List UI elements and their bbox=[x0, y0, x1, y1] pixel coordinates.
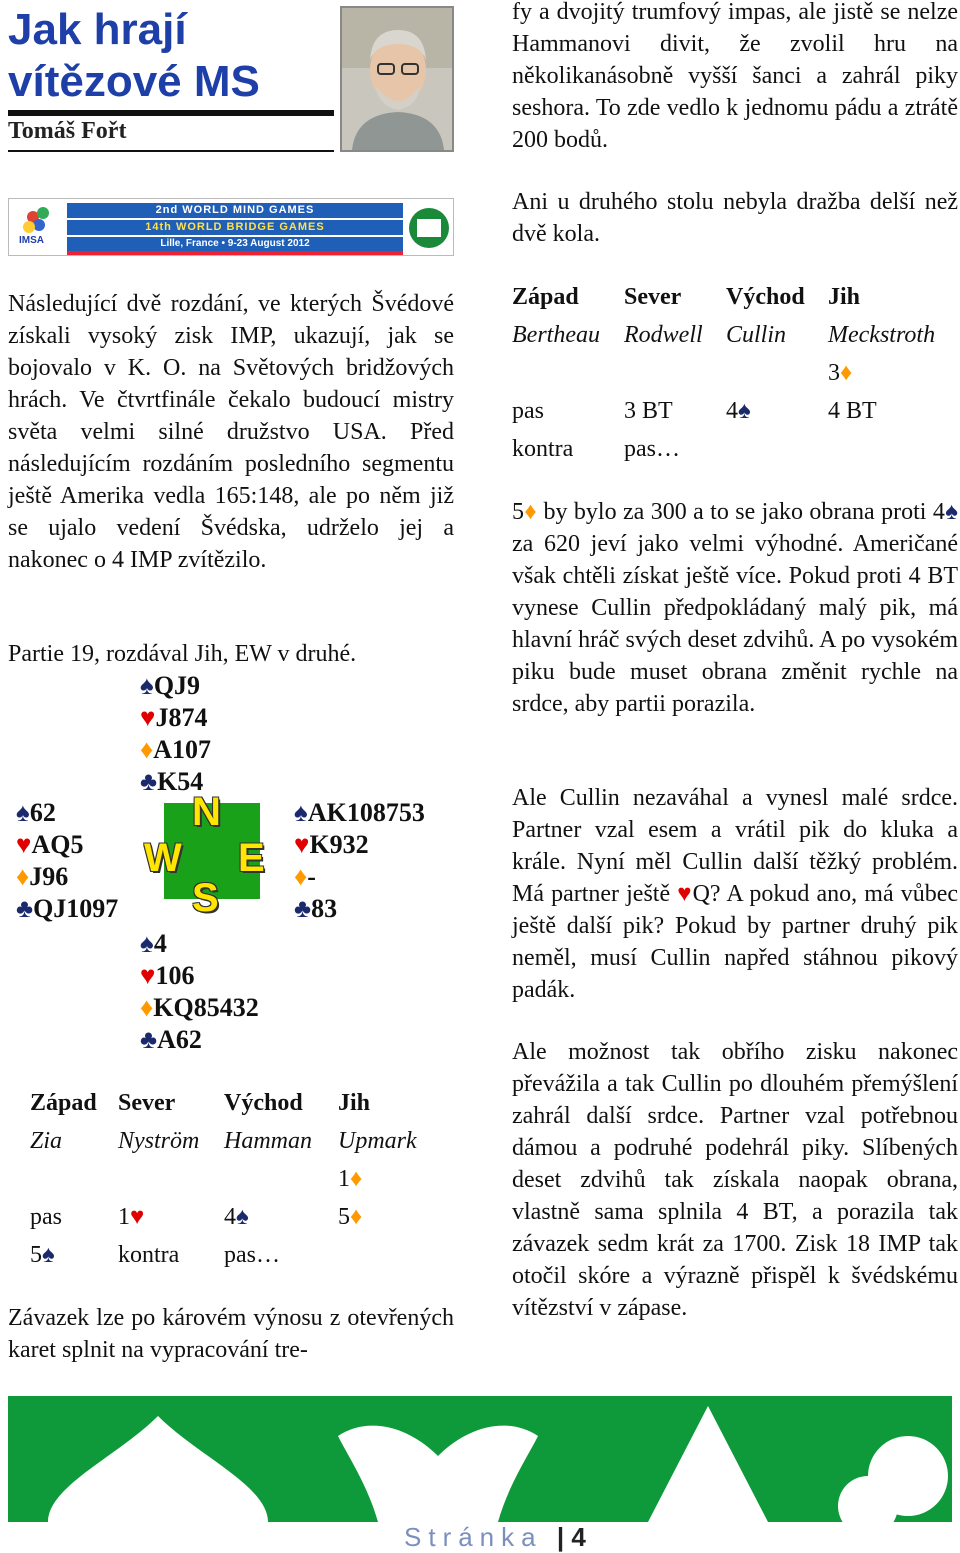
event-banner bbox=[8, 198, 454, 256]
auction-header-row bbox=[30, 1084, 427, 1122]
west-hearts: ♥AQ5 bbox=[16, 830, 84, 859]
bid-cell: 5♦ bbox=[338, 1204, 363, 1230]
auction-bid-row bbox=[30, 1198, 427, 1236]
right-paragraph-2: Ani u druhého stolu nebyla dražba delší než dvě kola. bbox=[512, 189, 958, 247]
heart-icon: ♥ bbox=[16, 830, 32, 859]
compass-east: E bbox=[238, 836, 265, 880]
auction-players-row bbox=[512, 316, 945, 354]
header-south: Jih bbox=[828, 284, 861, 310]
south-hand bbox=[140, 928, 259, 1056]
header-east: Východ bbox=[726, 284, 805, 310]
auction-bid-row bbox=[512, 354, 945, 392]
bid-cell: 4♠ bbox=[726, 398, 751, 424]
north-hand bbox=[140, 670, 211, 798]
spade-icon: ♠ bbox=[236, 1204, 249, 1230]
compass-south: S bbox=[192, 876, 219, 920]
right-paragraph-4: Ale Cullin nezaváhal a vynesl malé srdce. Partner vzal esem a vrátil pik do kluka a krále. Nyní měl Cullin další těžký problém. Má partner ještě ♥Q? A pokud ano, má vůbec ještě další pik? Pokud by partner druhý pik neměl, musí Cullin napřed stáhnou pikový padák. bbox=[512, 785, 959, 1003]
south-clubs: ♣A62 bbox=[140, 1025, 202, 1054]
header-south: Jih bbox=[338, 1090, 371, 1116]
east-diamonds: ♦- bbox=[294, 862, 316, 891]
south-spades: ♠4 bbox=[140, 929, 167, 958]
club-icon: ♣ bbox=[140, 767, 158, 796]
bid-cell: 1♦ bbox=[338, 1166, 363, 1192]
deal-caption: Partie 19, rozdával Jih, EW v druhé. bbox=[8, 641, 357, 667]
bid-cell: kontra bbox=[118, 1242, 180, 1268]
bid-cell: pas… bbox=[624, 436, 680, 462]
header-north: Sever bbox=[624, 284, 682, 310]
club-icon: ♣ bbox=[140, 1025, 158, 1054]
title-rule-thin bbox=[8, 150, 334, 152]
author-photo bbox=[340, 6, 454, 152]
heart-icon: ♥ bbox=[140, 961, 156, 990]
bid-cell: kontra bbox=[512, 436, 574, 462]
diamond-icon: ♦ bbox=[140, 993, 154, 1022]
header-north: Sever bbox=[118, 1090, 176, 1116]
diamond-icon: ♦ bbox=[140, 735, 154, 764]
diamond-icon: ♦ bbox=[840, 360, 853, 386]
bid-cell: 1♥ bbox=[118, 1204, 145, 1230]
header-west: Západ bbox=[512, 284, 579, 310]
banner-line-2: 14th WORLD BRIDGE GAMES bbox=[145, 221, 325, 233]
page-label: Stránka bbox=[404, 1522, 543, 1552]
diamond-icon: ♦ bbox=[294, 862, 308, 891]
spade-icon: ♠ bbox=[944, 499, 959, 525]
right-paragraph-3: 5♦ by bylo za 300 a to se jako obrana proti 4♠ za 620 jeví jako velmi výhodné. Američané však chtěli získat ještě více. Pokud proti 4 BT vynese Cullin předpokládaný malý pik, má hlavní hráč svých deset zdvihů. A po vysokém piku bude muset obrana změnit rychle na srdce, aby partii porazila. bbox=[512, 499, 959, 717]
south-hearts: ♥106 bbox=[140, 961, 195, 990]
west-spades: ♠62 bbox=[16, 798, 56, 827]
north-hearts: ♥J874 bbox=[140, 703, 208, 732]
spade-icon: ♠ bbox=[16, 798, 30, 827]
auction-header-row bbox=[512, 278, 945, 316]
east-hearts: ♥K932 bbox=[294, 830, 369, 859]
bid-cell: 4 BT bbox=[828, 398, 877, 424]
footer-suits-band bbox=[8, 1396, 952, 1522]
article-title bbox=[8, 4, 260, 108]
player-north: Nyström bbox=[118, 1128, 200, 1154]
north-spades: ♠QJ9 bbox=[140, 671, 201, 700]
page-number-value: | 4 bbox=[556, 1522, 586, 1552]
title-rule-thick bbox=[8, 110, 334, 116]
club-icon: ♣ bbox=[16, 894, 34, 923]
east-clubs: ♣83 bbox=[294, 894, 338, 923]
auction-bid-row bbox=[30, 1236, 427, 1274]
spade-icon: ♠ bbox=[738, 398, 751, 424]
bid-cell: pas bbox=[30, 1204, 62, 1230]
title-line-2: vítězové MS bbox=[8, 57, 260, 106]
diamond-icon: ♦ bbox=[16, 862, 30, 891]
bid-cell: pas bbox=[512, 398, 544, 424]
bid-cell: 4♠ bbox=[224, 1204, 249, 1230]
bid-cell: pas… bbox=[224, 1242, 280, 1268]
auction-table-2 bbox=[512, 278, 945, 468]
player-east: Hamman bbox=[224, 1128, 312, 1154]
heart-icon: ♥ bbox=[677, 881, 693, 907]
page-number bbox=[404, 1522, 586, 1553]
bid-cell: 5♠ bbox=[30, 1242, 55, 1268]
intro-paragraph: Následující dvě rozdání, ve kterých Švédové získali vysoký zisk IMP, ukazují, jak se bojovalo v K. O. na Světových bridžových hrách. Ve čtvrtfinále čekalo budoucí mistry světa velmi silné družstvo USA. Před následujícím rozdáním posledního segmentu ještě Amerika vedla 165:148, ale po něm již se ujalo vedení Švédska, udrželo jej a nakonec o 4 IMP zvítězilo. bbox=[8, 291, 454, 573]
club-icon: ♣ bbox=[294, 894, 312, 923]
player-south: Meckstroth bbox=[828, 322, 936, 348]
title-line-1: Jak hrají bbox=[8, 5, 187, 54]
west-diamonds: ♦J96 bbox=[16, 862, 69, 891]
diamond-icon: ♦ bbox=[524, 499, 538, 525]
left-bottom-paragraph: Závazek lze po károvém výnosu z otevřených karet splnit na vypracování tre- bbox=[8, 1305, 454, 1363]
north-clubs: ♣K54 bbox=[140, 767, 204, 796]
auction-table-1 bbox=[30, 1084, 427, 1274]
spade-icon: ♠ bbox=[294, 798, 308, 827]
heart-icon: ♥ bbox=[294, 830, 310, 859]
bid-cell: 3♦ bbox=[828, 360, 853, 386]
west-clubs: ♣QJ1097 bbox=[16, 894, 119, 923]
diamond-icon: ♦ bbox=[350, 1166, 363, 1192]
auction-players-row bbox=[30, 1122, 427, 1160]
spade-icon: ♠ bbox=[42, 1242, 55, 1268]
auction-bid-row bbox=[30, 1160, 427, 1198]
bid-cell: 3 BT bbox=[624, 398, 673, 424]
south-diamonds: ♦KQ85432 bbox=[140, 993, 259, 1022]
spade-icon: ♠ bbox=[140, 929, 154, 958]
spade-icon: ♠ bbox=[140, 671, 154, 700]
player-west: Bertheau bbox=[512, 322, 600, 348]
banner-line-1: 2nd WORLD MIND GAMES bbox=[155, 204, 315, 216]
heart-icon: ♥ bbox=[130, 1204, 145, 1230]
player-east: Cullin bbox=[726, 322, 787, 348]
banner-line-3: Lille, France • 9-23 August 2012 bbox=[160, 238, 310, 249]
player-south: Upmark bbox=[338, 1128, 417, 1154]
right-paragraph-5: Ale možnost tak obřího zisku nakonec převážila a tak Cullin po dlouhém přemýšlení zahrál další srdce. Partner vzal potřebnou dámou a podruhé podehrál piky. Slíbených deset zdvihů tak získala naopak obrana, vlastně sama splnila 4 BT, a porazila tak závazek sedm krát za 1700. Zisk 18 IMP tak otočil skóre a výrazně přispěl k švédskému vítězství v zápase. bbox=[512, 1039, 958, 1321]
compass-north: N bbox=[192, 790, 221, 834]
heart-icon: ♥ bbox=[140, 703, 156, 732]
banner-logo-text: IMSA bbox=[19, 235, 44, 246]
east-hand bbox=[294, 797, 425, 925]
east-spades: ♠AK108753 bbox=[294, 798, 425, 827]
header-west: Západ bbox=[30, 1090, 97, 1116]
player-west: Zia bbox=[30, 1128, 63, 1154]
auction-bid-row bbox=[512, 430, 945, 468]
west-hand bbox=[16, 797, 118, 925]
north-diamonds: ♦A107 bbox=[140, 735, 212, 764]
diamond-icon: ♦ bbox=[350, 1204, 363, 1230]
right-top-paragraph: fy a dvojitý trumfový impas, ale jistě se nelze Hammanovi divit, že zvolil hru na několikanásobně vyšší šanci a zahrál piky seshora. To zde vedlo k jednomu pádu a ztrátě 200 bodů. bbox=[512, 0, 958, 153]
compass-west: W bbox=[144, 836, 182, 880]
header-east: Východ bbox=[224, 1090, 303, 1116]
author-name: Tomáš Fořt bbox=[8, 118, 127, 144]
auction-bid-row bbox=[512, 392, 945, 430]
player-north: Rodwell bbox=[624, 322, 703, 348]
